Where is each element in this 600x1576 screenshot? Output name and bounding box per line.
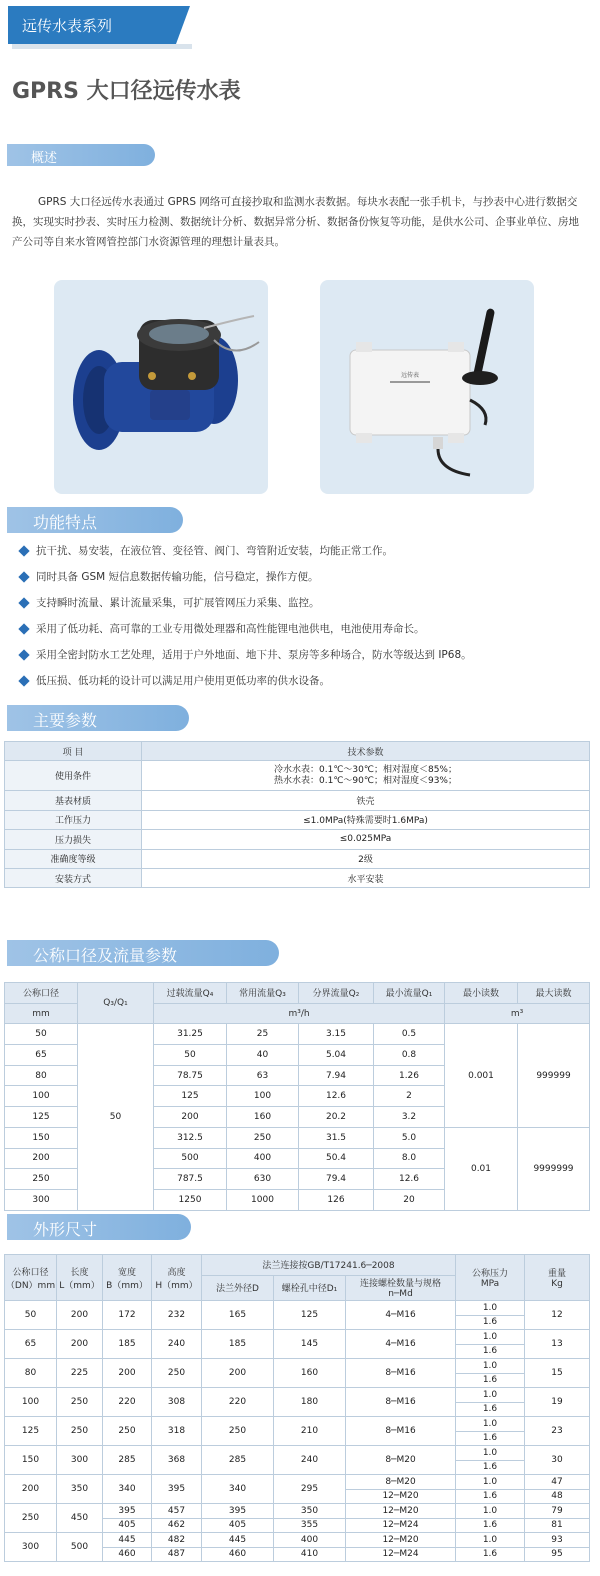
table-cell: 23 bbox=[525, 1417, 590, 1446]
table-cell: 400 bbox=[274, 1533, 346, 1548]
table-cell: 300 bbox=[5, 1189, 78, 1210]
table-cell: 使用条件 bbox=[5, 761, 142, 791]
table-cell: 50 bbox=[5, 1301, 57, 1330]
feature-item: 同时具备 GSM 短信息数据传输功能，信号稳定，操作方便。 bbox=[20, 567, 472, 593]
feature-list bbox=[20, 541, 472, 697]
table-cell: 81 bbox=[525, 1518, 590, 1533]
table-cell: 125 bbox=[5, 1417, 57, 1446]
table-cell: 法兰外径D bbox=[202, 1275, 274, 1300]
table-cell: 47 bbox=[525, 1475, 590, 1490]
table-cell: 1.6 bbox=[456, 1460, 525, 1475]
table-cell: 5.04 bbox=[299, 1045, 374, 1066]
table-cell: 405 bbox=[103, 1518, 152, 1533]
table-row bbox=[5, 1504, 590, 1519]
table-cell: 1.0 bbox=[456, 1446, 525, 1461]
table-cell: 1.6 bbox=[456, 1489, 525, 1504]
table-cell: 过载流量Q₄ bbox=[154, 983, 227, 1004]
table-cell: 12─M20 bbox=[346, 1504, 456, 1519]
table-cell: 100 bbox=[227, 1086, 299, 1107]
table-row bbox=[5, 1417, 590, 1432]
table-cell: 5.0 bbox=[374, 1127, 445, 1148]
table-cell: 250 bbox=[227, 1127, 299, 1148]
table-row bbox=[5, 1475, 590, 1490]
table-row bbox=[5, 1024, 590, 1045]
table-cell: 250 bbox=[57, 1388, 103, 1417]
page-title: GPRS 大口径远传水表 bbox=[12, 79, 241, 104]
series-label: 远传水表系列 bbox=[22, 17, 113, 35]
table-cell: 12.6 bbox=[374, 1169, 445, 1190]
table-cell: 9999999 bbox=[518, 1127, 590, 1210]
section-flow: 公称口径及流量参数 bbox=[7, 940, 279, 966]
table-cell: 350 bbox=[57, 1475, 103, 1504]
table-cell: 487 bbox=[152, 1547, 202, 1562]
table-cell: 8─M16 bbox=[346, 1417, 456, 1446]
table-cell: 1.6 bbox=[456, 1402, 525, 1417]
table-cell: 460 bbox=[103, 1547, 152, 1562]
table-cell: 1000 bbox=[227, 1189, 299, 1210]
table-cell: 285 bbox=[202, 1446, 274, 1475]
table-cell: 0.8 bbox=[374, 1045, 445, 1066]
table-cell: 150 bbox=[5, 1127, 78, 1148]
table-cell: 125 bbox=[154, 1086, 227, 1107]
table-cell: 1.0 bbox=[456, 1301, 525, 1316]
table-cell: 80 bbox=[5, 1065, 78, 1086]
feature-item: 支持瞬时流量、累计流量采集，可扩展管网压力采集、监控。 bbox=[20, 593, 472, 619]
table-cell: 4─M16 bbox=[346, 1330, 456, 1359]
table-cell: 340 bbox=[202, 1475, 274, 1504]
table-cell: 1.6 bbox=[456, 1344, 525, 1359]
table-cell: 1.0 bbox=[456, 1504, 525, 1519]
table-cell: 145 bbox=[274, 1330, 346, 1359]
table-cell: 200 bbox=[103, 1359, 152, 1388]
table-cell: 1.0 bbox=[456, 1388, 525, 1403]
table-cell: 31.5 bbox=[299, 1127, 374, 1148]
diamond-bullet-icon bbox=[18, 597, 29, 608]
table-cell: 160 bbox=[274, 1359, 346, 1388]
table-cell: 285 bbox=[103, 1446, 152, 1475]
table-cell: 1.0 bbox=[456, 1475, 525, 1490]
table-cell: 4─M16 bbox=[346, 1301, 456, 1330]
table-cell: 1.6 bbox=[456, 1547, 525, 1562]
table-cell: 50 bbox=[78, 1024, 154, 1210]
table-cell: 78.75 bbox=[154, 1065, 227, 1086]
diamond-bullet-icon bbox=[18, 675, 29, 686]
table-cell: 125 bbox=[274, 1301, 346, 1330]
table-cell: 395 bbox=[152, 1475, 202, 1504]
table-cell: 12 bbox=[525, 1301, 590, 1330]
table-cell: 185 bbox=[202, 1330, 274, 1359]
table-row bbox=[5, 1359, 590, 1374]
table-cell: 0.5 bbox=[374, 1024, 445, 1045]
table-cell: 200 bbox=[5, 1475, 57, 1504]
table-cell: 225 bbox=[57, 1359, 103, 1388]
table-cell: 200 bbox=[57, 1301, 103, 1330]
table-cell: 长度 L（mm） bbox=[57, 1255, 103, 1301]
table-cell: 350 bbox=[274, 1504, 346, 1519]
table-cell: 1.6 bbox=[456, 1373, 525, 1388]
table-cell: 12─M24 bbox=[346, 1547, 456, 1562]
section-params: 主要参数 bbox=[7, 705, 189, 731]
table-cell: 分界流量Q₂ bbox=[299, 983, 374, 1004]
table-cell: 308 bbox=[152, 1388, 202, 1417]
table-cell: 1.6 bbox=[456, 1315, 525, 1330]
table-cell: 12─M20 bbox=[346, 1533, 456, 1548]
table-cell: 0.001 bbox=[445, 1024, 518, 1127]
table-cell: 工作压力 bbox=[5, 810, 142, 829]
table-cell: ≤0.025MPa bbox=[142, 830, 590, 849]
table-cell: 50 bbox=[5, 1024, 78, 1045]
table-cell: 400 bbox=[227, 1148, 299, 1169]
table-cell: 40 bbox=[227, 1045, 299, 1066]
table-cell: 高度 H（mm） bbox=[152, 1255, 202, 1301]
table-cell: 999999 bbox=[518, 1024, 590, 1127]
table-cell: 3.2 bbox=[374, 1107, 445, 1128]
table-cell: 项 目 bbox=[5, 742, 142, 761]
table-cell: 368 bbox=[152, 1446, 202, 1475]
table-cell: 技术参数 bbox=[142, 742, 590, 761]
table-cell: 300 bbox=[5, 1533, 57, 1562]
flow-table bbox=[4, 982, 590, 1211]
table-cell: 1.26 bbox=[374, 1065, 445, 1086]
table-cell: 常用流量Q₃ bbox=[227, 983, 299, 1004]
table-cell: 公称口径 （DN）mm bbox=[5, 1255, 57, 1301]
table-cell: 基表材质 bbox=[5, 791, 142, 810]
table-cell: 125 bbox=[5, 1107, 78, 1128]
table-cell: 螺栓孔中径D₁ bbox=[274, 1275, 346, 1300]
table-cell: 2 bbox=[374, 1086, 445, 1107]
table-cell: 12─M24 bbox=[346, 1518, 456, 1533]
table-cell: 30 bbox=[525, 1446, 590, 1475]
table-cell: 13 bbox=[525, 1330, 590, 1359]
table-cell: 240 bbox=[152, 1330, 202, 1359]
table-row bbox=[5, 1388, 590, 1403]
table-cell: 482 bbox=[152, 1533, 202, 1548]
table-cell: 150 bbox=[5, 1446, 57, 1475]
table-row bbox=[5, 868, 590, 887]
table-cell: 宽度 B（mm） bbox=[103, 1255, 152, 1301]
table-row bbox=[5, 1330, 590, 1345]
table-cell: 355 bbox=[274, 1518, 346, 1533]
table-cell: 460 bbox=[202, 1547, 274, 1562]
table-cell: 准确度等级 bbox=[5, 849, 142, 868]
table-cell: 95 bbox=[525, 1547, 590, 1562]
device-label: 远传表 bbox=[400, 372, 420, 379]
table-cell: 172 bbox=[103, 1301, 152, 1330]
table-cell: 1.6 bbox=[456, 1518, 525, 1533]
table-cell: 连接螺栓数量与规格 n─Md bbox=[346, 1275, 456, 1300]
table-cell: 压力损失 bbox=[5, 830, 142, 849]
table-cell: 12─M20 bbox=[346, 1489, 456, 1504]
table-cell: 法兰连接按GB/T17241.6─2008 bbox=[202, 1255, 456, 1276]
table-cell: 100 bbox=[5, 1388, 57, 1417]
table-cell: 445 bbox=[103, 1533, 152, 1548]
table-cell: 395 bbox=[103, 1504, 152, 1519]
table-cell: 水平安装 bbox=[142, 868, 590, 887]
table-cell: 318 bbox=[152, 1417, 202, 1446]
table-cell: 铁壳 bbox=[142, 791, 590, 810]
table-cell: 395 bbox=[202, 1504, 274, 1519]
table-cell: 最大读数 bbox=[518, 983, 590, 1004]
table-cell: 31.25 bbox=[154, 1024, 227, 1045]
table-cell: 8.0 bbox=[374, 1148, 445, 1169]
feature-item: 采用了低功耗、高可靠的工业专用微处理器和高性能锂电池供电，电池使用寿命长。 bbox=[20, 619, 472, 645]
table-cell: 65 bbox=[5, 1045, 78, 1066]
table-cell: 180 bbox=[274, 1388, 346, 1417]
table-cell: 15 bbox=[525, 1359, 590, 1388]
table-cell: 500 bbox=[57, 1533, 103, 1562]
diamond-bullet-icon bbox=[18, 649, 29, 660]
table-cell: 240 bbox=[274, 1446, 346, 1475]
table-cell: 3.15 bbox=[299, 1024, 374, 1045]
table-cell: 312.5 bbox=[154, 1127, 227, 1148]
table-cell: 410 bbox=[274, 1547, 346, 1562]
feature-item: 低压损、低功耗的设计可以满足用户使用更低功率的供水设备。 bbox=[20, 671, 472, 697]
table-cell: 295 bbox=[274, 1475, 346, 1504]
table-cell: 1.0 bbox=[456, 1359, 525, 1374]
params-table bbox=[4, 741, 590, 888]
table-cell: 20 bbox=[374, 1189, 445, 1210]
table-cell: 220 bbox=[202, 1388, 274, 1417]
table-cell: 340 bbox=[103, 1475, 152, 1504]
table-cell: 126 bbox=[299, 1189, 374, 1210]
table-row bbox=[5, 1446, 590, 1461]
table-cell: mm bbox=[5, 1003, 78, 1024]
section-overview: 概述 bbox=[7, 144, 155, 166]
diamond-bullet-icon bbox=[18, 571, 29, 582]
table-cell: 50 bbox=[154, 1045, 227, 1066]
table-row bbox=[5, 761, 590, 791]
dims-table bbox=[4, 1254, 590, 1562]
table-cell: 8─M20 bbox=[346, 1475, 456, 1490]
table-cell: Q₃/Q₁ bbox=[78, 983, 154, 1024]
table-cell: 210 bbox=[274, 1417, 346, 1446]
table-cell: 12.6 bbox=[299, 1086, 374, 1107]
table-cell: 250 bbox=[103, 1417, 152, 1446]
table-row bbox=[5, 810, 590, 829]
table-row bbox=[5, 1301, 590, 1316]
table-cell: 93 bbox=[525, 1533, 590, 1548]
table-cell: m³ bbox=[445, 1003, 590, 1024]
table-cell: 165 bbox=[202, 1301, 274, 1330]
table-cell: ≤1.0MPa(特殊需要时1.6MPa) bbox=[142, 810, 590, 829]
table-cell: 450 bbox=[57, 1504, 103, 1533]
table-cell: 63 bbox=[227, 1065, 299, 1086]
table-cell: 200 bbox=[5, 1148, 78, 1169]
table-cell: 220 bbox=[103, 1388, 152, 1417]
table-cell: 250 bbox=[152, 1359, 202, 1388]
feature-item: 采用全密封防水工艺处理，适用于户外地面、地下井、泵房等多种场合，防水等级达到 IP68。 bbox=[20, 645, 472, 671]
table-cell: 公称压力 MPa bbox=[456, 1255, 525, 1301]
table-cell: 19 bbox=[525, 1388, 590, 1417]
section-dims: 外形尺寸 bbox=[7, 1214, 191, 1240]
table-cell: 1.0 bbox=[456, 1533, 525, 1548]
series-tag bbox=[8, 6, 218, 44]
table-cell: 250 bbox=[57, 1417, 103, 1446]
table-cell: 160 bbox=[227, 1107, 299, 1128]
table-cell: 250 bbox=[202, 1417, 274, 1446]
diamond-bullet-icon bbox=[18, 545, 29, 556]
table-cell: 630 bbox=[227, 1169, 299, 1190]
table-cell: 457 bbox=[152, 1504, 202, 1519]
table-cell: 200 bbox=[202, 1359, 274, 1388]
diamond-bullet-icon bbox=[18, 623, 29, 634]
table-cell: 50.4 bbox=[299, 1148, 374, 1169]
table-cell: 8─M16 bbox=[346, 1359, 456, 1388]
table-cell: m³/h bbox=[154, 1003, 445, 1024]
table-cell: 65 bbox=[5, 1330, 57, 1359]
table-row bbox=[5, 983, 590, 1004]
table-cell: 8─M16 bbox=[346, 1388, 456, 1417]
section-features: 功能特点 bbox=[7, 507, 183, 533]
table-cell: 100 bbox=[5, 1086, 78, 1107]
table-cell: 232 bbox=[152, 1301, 202, 1330]
table-cell: 462 bbox=[152, 1518, 202, 1533]
table-cell: 最小流量Q₁ bbox=[374, 983, 445, 1004]
table-cell: 冷水水表：0.1℃～30℃；相对湿度＜85%； 热水水表：0.1℃～90℃；相对湿度＜93%； bbox=[142, 761, 590, 791]
table-cell: 安装方式 bbox=[5, 868, 142, 887]
table-row bbox=[5, 830, 590, 849]
table-cell: 1.0 bbox=[456, 1417, 525, 1432]
table-cell: 200 bbox=[154, 1107, 227, 1128]
table-cell: 7.94 bbox=[299, 1065, 374, 1086]
table-cell: 25 bbox=[227, 1024, 299, 1045]
feature-item: 抗干扰、易安装，在液位管、变径管、阀门、弯管附近安装，均能正常工作。 bbox=[20, 541, 472, 567]
table-cell: 300 bbox=[57, 1446, 103, 1475]
table-cell: 79.4 bbox=[299, 1169, 374, 1190]
gprs-transmitter-photo bbox=[320, 280, 534, 494]
intro-paragraph: GPRS 大口径远传水表通过 GPRS 网络可直接抄取和监测水表数据。每块水表配一张手机卡，与抄表中心进行数据交换，实现实时抄表、实时压力检测、数据统计分析、数据异常分析、数据备份恢复等功能，是供水公司、企事业单位、房地产公司等自来水管网管控部门水资源管理的理想计量表具。 bbox=[12, 196, 579, 248]
table-cell: 20.2 bbox=[299, 1107, 374, 1128]
table-cell: 250 bbox=[5, 1504, 57, 1533]
water-meter-photo bbox=[54, 280, 268, 494]
table-cell: 185 bbox=[103, 1330, 152, 1359]
table-cell: 8─M20 bbox=[346, 1446, 456, 1475]
table-row bbox=[5, 849, 590, 868]
table-cell: 1250 bbox=[154, 1189, 227, 1210]
table-cell: 500 bbox=[154, 1148, 227, 1169]
table-cell: 公称口径 bbox=[5, 983, 78, 1004]
table-row bbox=[5, 1255, 590, 1276]
table-cell: 0.01 bbox=[445, 1127, 518, 1210]
table-cell: 1.6 bbox=[456, 1431, 525, 1446]
table-cell: 405 bbox=[202, 1518, 274, 1533]
table-cell: 80 bbox=[5, 1359, 57, 1388]
table-cell: 48 bbox=[525, 1489, 590, 1504]
table-cell: 2级 bbox=[142, 849, 590, 868]
table-row bbox=[5, 791, 590, 810]
table-cell: 重量 Kg bbox=[525, 1255, 590, 1301]
table-cell: 79 bbox=[525, 1504, 590, 1519]
table-row bbox=[5, 1533, 590, 1548]
table-cell: 250 bbox=[5, 1169, 78, 1190]
table-cell: 1.0 bbox=[456, 1330, 525, 1345]
table-cell: 200 bbox=[57, 1330, 103, 1359]
table-cell: 最小读数 bbox=[445, 983, 518, 1004]
table-row bbox=[5, 742, 590, 761]
table-cell: 787.5 bbox=[154, 1169, 227, 1190]
table-cell: 445 bbox=[202, 1533, 274, 1548]
